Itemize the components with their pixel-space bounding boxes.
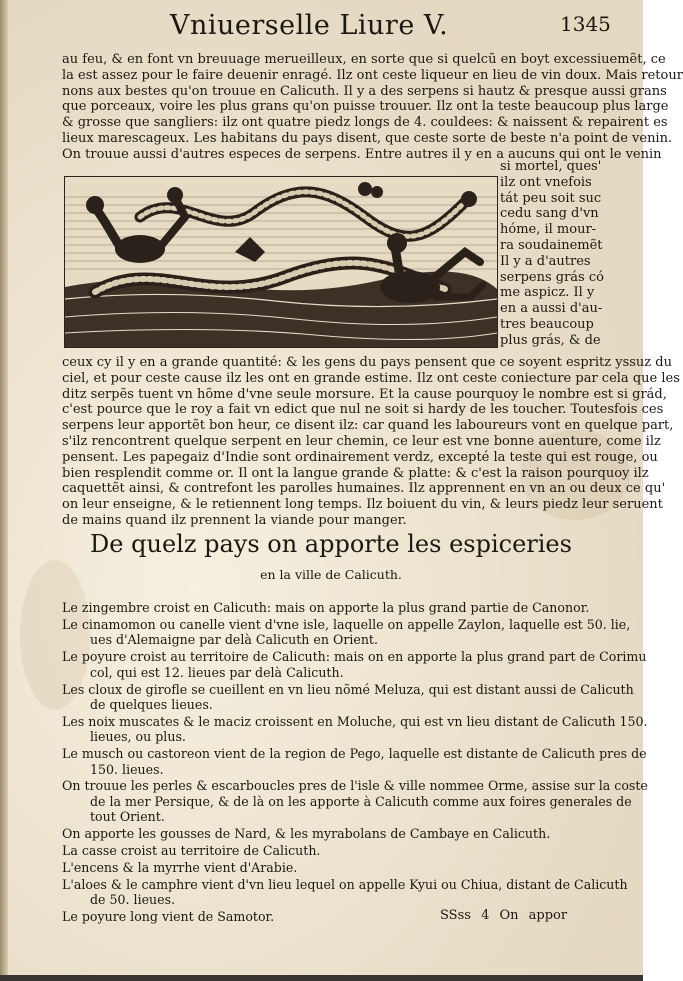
text-line: & grosse que sangliers: ilz ont quatre piedz longs de 4. couldees: & naissent & repairent es [62,115,668,131]
text-line: On trouue aussi d'autres especes de serpens. Entre autres il y en a aucuns qui ont le venin [62,146,662,162]
text-line: Les cloux de girofle se cueillent en vn lieu nõmé Meluza, qui est distant aussi de Calicuth [62,681,634,697]
text-line: de quelques lieues. [90,696,213,712]
text-line: ceux cy il y en a grande quantité: & les gens du pays pensent que ce soyent espritz yssuz du [62,355,672,370]
spice-entry [62,778,648,825]
text-line: nons aux bestes qu'on trouue en Calicuth. Il y a des serpens si hautz & presque aussi grans [62,83,667,99]
running-head: Vniuerselle Liure V. [170,10,449,41]
spice-entry [62,616,631,648]
text-line: pensent. Les papegaiz d'Indie sont ordinairement verdz, excepté la teste qui est rouge, ou [62,449,658,465]
serpent-paragraph-continued [62,355,680,529]
text-line: hóme, il mour- [500,222,597,238]
text-line: L'aloes & le camphre vient d'vn lieu lequel on appelle Kyui ou Chiua, distant de Calicuth [62,876,628,892]
text-line: La casse croist au territoire de Calicuth. [62,843,321,859]
spice-entry [62,746,647,777]
text-line: Le zingembre croist en Calicuth: mais on apporte la plus grand partie de Canonor. [62,600,590,615]
spice-entry [62,876,628,908]
text-line: Les noix muscates & le maciz croissent en Moluche, qui est vn lieu distant de Calicuth 150. [62,713,648,729]
text-line: col, qui est 12. lieues par delà Calicuth. [90,664,344,680]
signature-mark: SSss [440,908,471,923]
spice-entry [62,713,648,745]
text-line: bien resplendit comme or. Il ont la langue grande & platte: & c'est la raison pourquoy ilz [62,465,649,481]
text-line: serpens grás có [500,269,604,285]
text-line: ciel, et pour ceste cause ilz les ont en grande estime. Ilz ont ceste coniecture par cela que les [62,370,680,386]
spice-entry [62,600,602,615]
text-line: lieux marescageux. Les habitans du pays disent, que ceste sorte de beste n'a point de venin. [62,130,673,146]
text-line: plus grás, & de [500,332,601,348]
text-line: de 50. lieues. [90,892,176,908]
text-line: Le cinamomon ou canelle vient d'vne isle, laquelle on appelle Zaylon, laquelle est 50. lie, [62,616,631,632]
text-line: de mains quand ilz prennent la viande pour manger. [62,512,407,528]
text-line: cedu sang d'vn [500,206,599,222]
text-line: serpens leur apportẽt bon heur, ce disent ilz: car quand les laboureurs vont en quelque part, [62,418,674,434]
sheet-number: 4 [481,908,490,923]
text-line: Il y a d'autres [500,253,591,269]
text-line: 150. lieues. [90,761,164,777]
catchword: On appor [499,908,568,923]
top-paragraph [62,52,683,163]
text-line: que porceaux, voire les plus grans qu'on puisse trouuer. Ilz ont la teste beaucoup plus large [62,99,669,115]
text-line: si mortel, ques' [500,159,602,174]
spice-entry [62,649,647,680]
section-subheading: en la ville de Calicuth. [260,567,402,582]
text-line: ues d'Alemaigne par delà Calicuth en Orient. [90,632,378,648]
text-line: Le musch ou castoreon vient de la region de Pego, laquelle est distante de Calicuth pres de [62,746,647,762]
text-line: ilz ont vnefois [500,174,592,190]
page-edge [0,0,8,981]
page-number: 1345 [560,12,611,36]
text-line: ra soudainemẽt [500,237,603,253]
serpent-woodcut-drawing [65,177,497,347]
text-line: L'encens & la myrrhe vient d'Arabie. [62,860,298,875]
text-line: ditz serpẽs tuent vn hõme d'vne seule morsure. Et la cause pourquoy le nombre est si grád, [62,386,667,402]
wrapped-text-column [500,159,604,349]
text-line: la est assez pour le faire deuenir enragé. Ilz ont ceste liqueur en lieu de vin doux. Mais retour [62,67,683,83]
section-heading: De quelz pays on apporte les espiceries [90,530,572,558]
text-line: me aspicz. Il y [500,285,595,301]
text-line: en a aussi d'au- [500,301,603,317]
spice-entry [62,826,602,841]
text-line: Le poyure long vient de Samotor. [62,909,275,925]
spice-entry [62,681,634,713]
text-line: au feu, & en font vn breuuage merueilleux, en sorte que si quelcũ en boyt excessiuemẽt, ce [62,52,666,67]
serpent-woodcut-illustration [64,176,498,348]
text-line: on leur enseigne, & le retiennent long temps. Ilz boiuent du vin, & leurs piedz leur seruent [62,497,663,513]
text-line: caquettẽt ainsi, & contrefont les parolles humaines. Ilz apprennent en vn an ou deux ce qu' [62,481,666,497]
text-line: tres beaucoup [500,316,594,332]
text-line: On apporte les gousses de Nard, & les myrabolans de Cambaye en Calicuth. [62,826,551,842]
text-line: tout Orient. [90,809,165,825]
text-line: s'ilz rencontrent quelque serpent en leur chemin, ce leur est vne bonne auenture, come ilz [62,433,661,449]
spice-entry [62,843,602,858]
text-line: de la mer Persique, & de là on les apporte à Calicuth comme aux foires generales de [90,793,632,809]
text-line: Le poyure croist au territoire de Calicuth: mais on en apporte la plus grand part de Corimu [62,649,647,665]
page-footer [440,908,567,923]
page-bottom-edge [0,975,643,981]
text-line: lieues, ou plus. [90,729,186,745]
text-line: On trouue les perles & escarboucles pres de l'isle & ville nommee Orme, assise sur la coste [62,778,648,794]
text-line: c'est pource que le roy a fait vn edict que nul ne soit si hardy de les toucher. Toutesfois ces [62,402,664,418]
text-line: tát peu soit suc [500,190,602,206]
spice-entry [62,860,602,875]
spice-list [62,600,648,926]
